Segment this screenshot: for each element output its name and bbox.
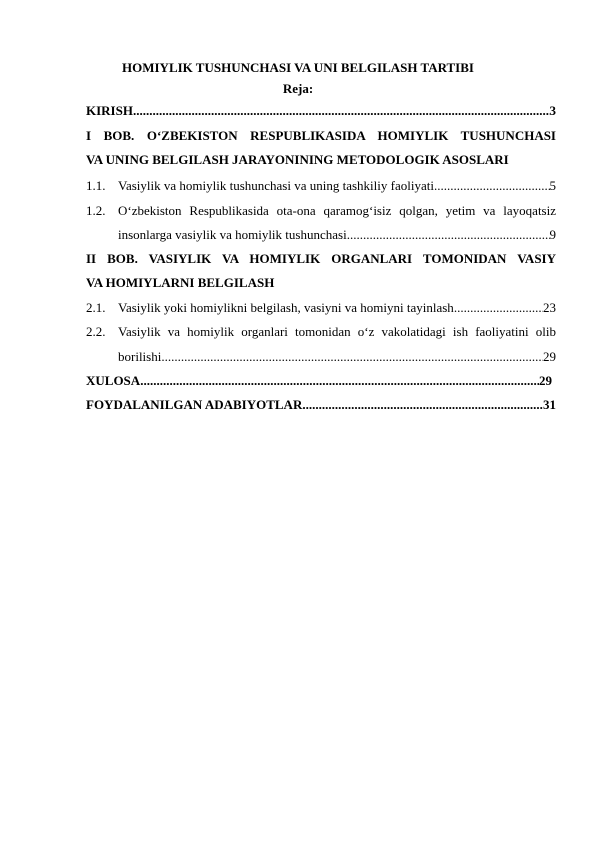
toc-page-number: 5 [549,178,556,193]
toc-label: KIRISH [86,103,133,118]
toc-entry-line1: O‘zbekiston Respublikasida ota-ona qaramog‘isiz qolgan, yetim va layoqatsiz [118,203,556,218]
toc-entry-conclusion[interactable] [86,373,552,389]
section-number: 1.1. [86,178,106,193]
toc-leader [140,373,539,389]
plan-heading: Reja: [282,81,314,96]
toc-chapter1-line2[interactable]: VA UNING BELGILASH JARAYONINING METODOLOGIK ASOSLARI [86,152,509,167]
toc-leader [302,397,543,413]
toc-label: insonlarga vasiylik va homiylik tushunchasi [118,227,347,242]
section-number: 1.2. [86,203,106,218]
toc-page-number: 29 [543,349,556,364]
toc-entry-body [118,178,556,194]
toc-chapter2-line1[interactable]: II BOB. VASIYLIK VA HOMIYLIK ORGANLARI TOMONIDAN VASIY [86,251,556,266]
toc-leader [133,103,550,119]
toc-label: XULOSA [86,373,141,388]
toc-entry-line1: Vasiylik va homiylik organlari tomonidan o‘z vakolatidagi ish faoliyatini olib [118,324,556,339]
toc-leader [161,349,543,365]
toc-leader [434,178,550,194]
toc-label: Vasiylik yoki homiylikni belgilash, vasiyni va homiyni tayinlash [118,300,454,315]
toc-entry-2-2-continuation[interactable] [118,349,556,365]
toc-page-number: 29 [539,373,552,388]
toc-leader [347,227,550,243]
toc-page-number: 23 [543,300,556,315]
toc-chapter2-line2[interactable]: VA HOMIYLARNI BELGILASH [86,275,275,290]
toc-entry-intro[interactable] [86,103,556,119]
toc-label: FOYDALANILGAN ADABIYOTLAR [86,397,303,412]
toc-label: borilishi [118,349,162,364]
toc-page-number: 31 [543,397,556,412]
section-number: 2.2. [86,324,106,339]
toc-page-number: 9 [549,227,556,242]
toc-chapter1-line1[interactable]: I BOB. O‘ZBEKISTON RESPUBLIKASIDA HOMIYLIK TUSHUNCHASI [86,128,556,143]
toc-entry-body [118,300,556,316]
toc-entry-1-2-continuation[interactable] [118,227,556,243]
section-number: 2.1. [86,300,106,315]
toc-page-number: 3 [549,103,556,118]
toc-entry-references[interactable] [86,397,556,413]
document-title: HOMIYLIK TUSHUNCHASI VA UNI BELGILASH TARTIBI [122,60,474,75]
toc-label: Vasiylik va homiylik tushunchasi va uning tashkiliy faoliyati [118,178,434,193]
toc-leader [454,300,543,316]
